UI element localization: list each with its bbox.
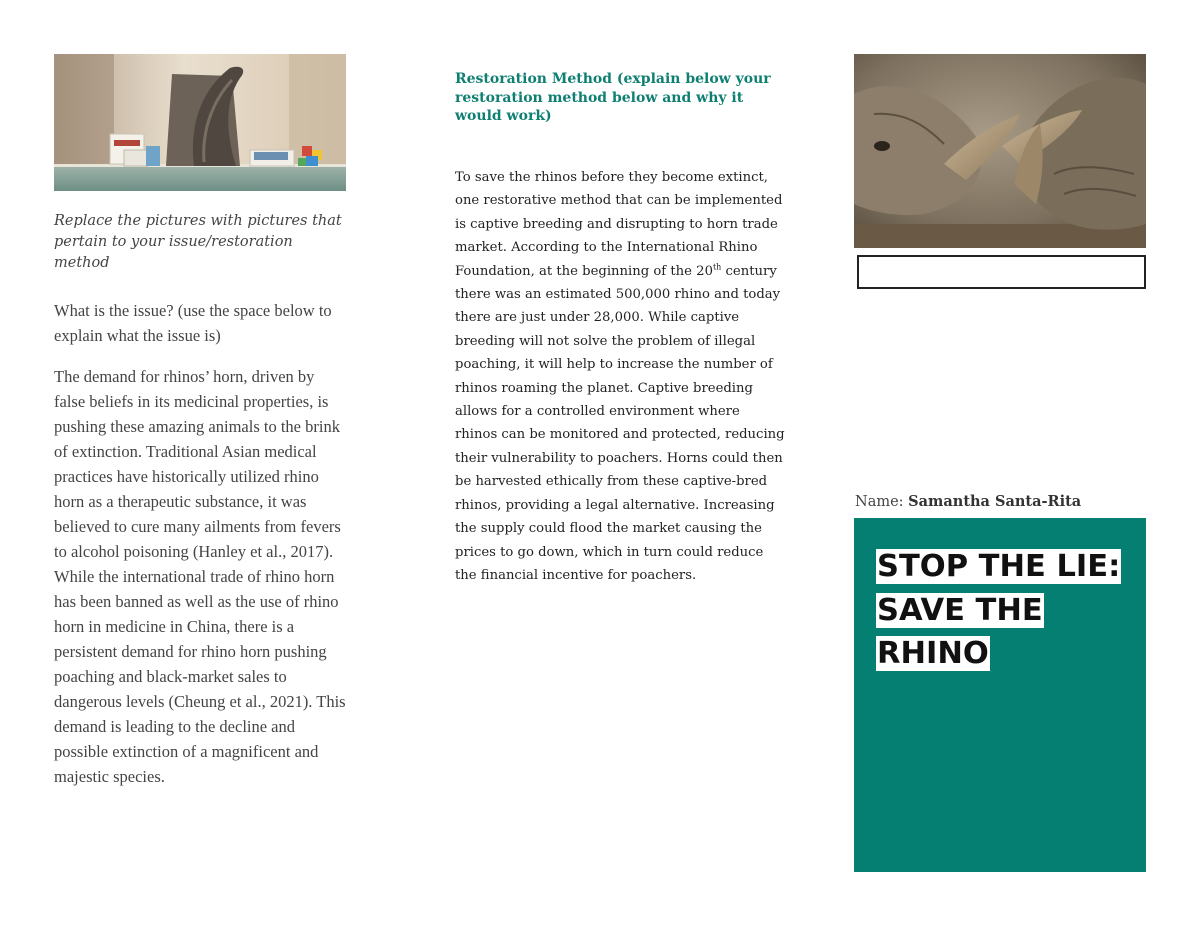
cover-panel	[854, 518, 1146, 872]
author-name: Samantha Santa-Rita	[908, 493, 1082, 510]
restoration-body-part1: To save the rhinos before they become extinct, one restorative method that can be implemented is captive breeding and disrupting to horn trade market. According to the International Rhino Foundation, at the beginning of the 20	[455, 170, 783, 279]
issue-body-text: The demand for rhinos’ horn, driven by false beliefs in its medicinal properties, is pushing these amazing animals to the brink of extinction. Traditional Asian medical practices have historically utilized rhino horn as a therapeutic substance, it was believed to cure many ailments from fevers to alcohol poisoning (Hanley et al., 2017). While the international trade of rhino horn has been banned as well as the use of rhino horn in medicine in China, there is a persistent demand for rhino horn pushing poaching and black-market sales to dangerous levels (Cheung et al., 2021). This demand is leading to the decline and possible extinction of a magnificent and majestic species.	[54, 367, 346, 786]
restoration-body-part2: century there was an estimated 500,000 rhino and today there are just under 28,000. While captive breeding will not solve the problem of illegal poaching, it will help to increase the number of rhinos roaming the planet. Captive breeding allows for a controlled environment where rhinos can be monitored and protected, reducing their vulnerability to poachers. Horns could then be harvested ethically from these captive-bred rhinos, providing a legal alternative. Increasing the supply could flood the market causing the prices to go down, which in turn could reduce the financial incentive for poachers.	[455, 263, 785, 583]
cover-title-text: STOP THE LIE: SAVE THE RHINO	[877, 549, 1121, 672]
restoration-method-heading: Restoration Method (explain below your restoration method below and why it would work)	[455, 71, 771, 124]
rhino-closeup-photo	[854, 54, 1146, 248]
ordinal-suffix: th	[712, 262, 722, 272]
cover-title	[876, 545, 1138, 676]
restoration-body-text	[455, 166, 785, 587]
empty-text-box[interactable]	[857, 255, 1146, 289]
rhino-horn-display-photo	[54, 54, 346, 191]
picture-instruction-caption: Replace the pictures with pictures that pertain to your issue/restoration method	[54, 213, 342, 271]
issue-question: What is the issue? (use the space below to explain what the issue is)	[54, 301, 332, 345]
name-label: Name:	[855, 494, 909, 510]
author-name-line	[855, 492, 1147, 512]
